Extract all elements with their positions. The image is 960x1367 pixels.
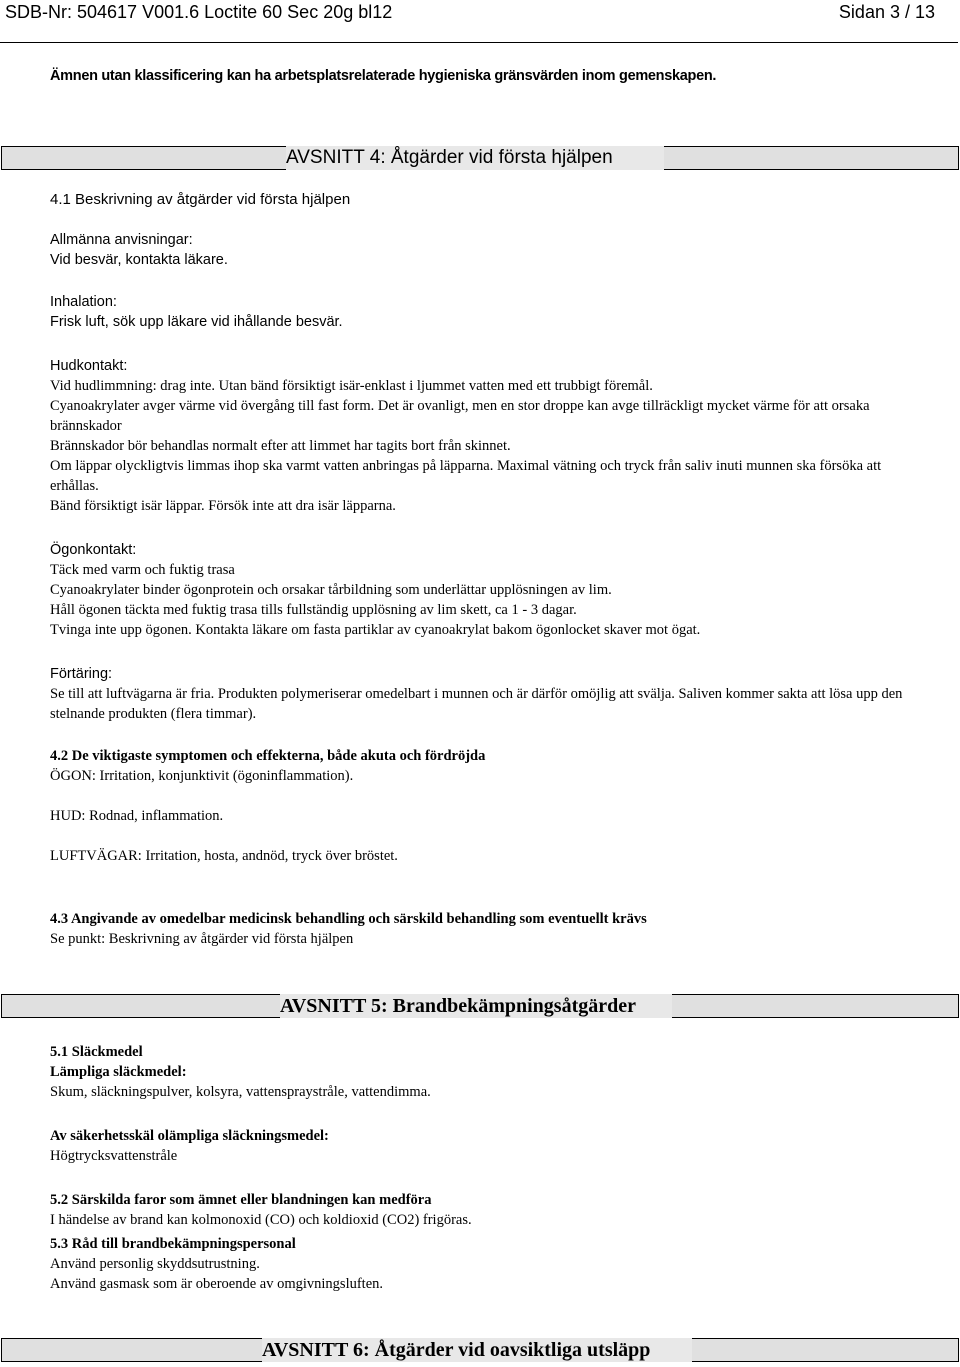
inhalation-text: Frisk luft, sök upp läkare vid ihållande besvär. <box>50 314 343 330</box>
inhalation-label: Inhalation: <box>50 294 117 310</box>
subsection-4-2-heading: 4.2 De viktigaste symptomen och effekterna, både akuta och fördröjda <box>50 748 486 764</box>
skin-line: Cyanoakrylater avger värme vid övergång till fast form. Det är ovanligt, men en stor droppe kan avge tillräckligt mycket värme för att orsaka brännskador <box>50 398 870 434</box>
document-identifier: SDB-Nr: 504617 V001.6 Loctite 60 Sec 20g bl12 <box>5 2 393 22</box>
eye-line: Cyanoakrylater binder ögonprotein och orsakar tårbildning som underlättar upplösningen av lim. <box>50 582 612 598</box>
subsection-5-1-heading: 5.1 Släckmedel <box>50 1044 143 1060</box>
eye-contact-advice <box>50 540 930 640</box>
subsection-4-2 <box>50 746 930 786</box>
general-label: Allmänna anvisningar: <box>50 232 193 248</box>
subsection-4-3 <box>50 909 930 949</box>
subsection-5-3-line: Använd personlig skyddsutrustning. <box>50 1256 260 1272</box>
unsuitable-media-text: Högtrycksvattenstråle <box>50 1148 178 1164</box>
unsuitable-media <box>50 1126 930 1166</box>
eye-line: Tvinga inte upp ögonen. Kontakta läkare om fasta partiklar av cyanoakrylat bakom ögonlocket skaver mot ögat. <box>50 622 701 638</box>
subsection-5-2-text: I händelse av brand kan kolmonoxid (CO) och koldioxid (CO2) frigöras. <box>50 1212 472 1228</box>
eye-label: Ögonkontakt: <box>50 542 137 558</box>
subsection-5-1 <box>50 1042 930 1102</box>
skin-line: Om läppar olyckligtvis limmas ihop ska varmt vatten anbringas på läpparna. Maximal vätning och tryck från saliv inuti munnen ska försöka att erhållas. <box>50 458 882 494</box>
skin-line: Vid hudlimmning: drag inte. Utan bänd försiktigt isär-enklast i ljummet vatten med ett trubbigt föremål. <box>50 378 653 394</box>
suitable-media-text: Skum, släckningspulver, kolsyra, vattenspraystråle, vattendimma. <box>50 1084 431 1100</box>
skin-contact-advice <box>50 356 930 516</box>
subsection-4-3-text: Se punkt: Beskrivning av åtgärder vid första hjälpen <box>50 931 354 947</box>
subsection-5-3 <box>50 1234 930 1294</box>
symptom-airways: LUFTVÄGAR: Irritation, hosta, andnöd, tryck över bröstet. <box>50 848 398 864</box>
subsection-5-3-heading: 5.3 Råd till brandbekämpningspersonal <box>50 1236 296 1252</box>
subsection-5-2-heading: 5.2 Särskilda faror som ämnet eller blandningen kan medföra <box>50 1192 432 1208</box>
symptom-skin-block <box>50 806 930 826</box>
ingestion-text: Se till att luftvägarna är fria. Produkten polymeriserar omedelbart i munnen och är därför omöjlig att svälja. Saliven kommer sakta att lösa upp den stelnande produkten (flera timmar). <box>50 686 903 722</box>
skin-line: Bänd försiktigt isär läppar. Försök inte att dra isär läpparna. <box>50 498 396 514</box>
ingestion-advice <box>50 664 930 724</box>
eye-line: Håll ögonen täckta med fuktig trasa tills fullständig upplösning av lim skett, ca 1 - 3 dagar. <box>50 602 577 618</box>
subsection-5-3-line: Använd gasmask som är oberoende av omgivningsluften. <box>50 1276 384 1292</box>
general-advice <box>50 230 930 270</box>
subsection-4-1-heading: 4.1 Beskrivning av åtgärder vid första hjälpen <box>50 191 351 208</box>
eye-line: Täck med varm och fuktig trasa <box>50 562 235 578</box>
subsection-5-2 <box>50 1190 930 1230</box>
skin-label: Hudkontakt: <box>50 358 128 374</box>
unsuitable-media-heading: Av säkerhetsskäl olämpliga släckningsmedel: <box>50 1128 329 1144</box>
section-5-title: AVSNITT 5: Brandbekämpningsåtgärder <box>280 994 672 1018</box>
section-6-title: AVSNITT 6: Åtgärder vid oavsiktliga utsläpp <box>262 1338 692 1362</box>
symptom-eyes: ÖGON: Irritation, konjunktivit (ögoninflammation). <box>50 768 354 784</box>
general-text: Vid besvär, kontakta läkare. <box>50 252 228 268</box>
ingestion-label: Förtäring: <box>50 666 113 682</box>
suitable-media-heading: Lämpliga släckmedel: <box>50 1064 187 1080</box>
subsection-4-3-heading: 4.3 Angivande av omedelbar medicinsk behandling och särskild behandling som eventuellt krävs <box>50 911 647 927</box>
classification-note: Ämnen utan klassificering kan ha arbetsplatsrelaterade hygieniska gränsvärden inom gemenskapen. <box>50 68 717 84</box>
section-4-title: AVSNITT 4: Åtgärder vid första hjälpen <box>286 146 664 170</box>
skin-line: Brännskador bör behandlas normalt efter att limmet har tagits bort från skinnet. <box>50 438 511 454</box>
page-header <box>0 0 960 28</box>
symptom-skin: HUD: Rodnad, inflammation. <box>50 808 224 824</box>
inhalation-advice <box>50 292 930 332</box>
symptom-airways-block <box>50 846 930 866</box>
header-divider <box>0 42 958 43</box>
page-number: Sidan 3 / 13 <box>838 2 935 22</box>
section-4-content <box>50 190 930 210</box>
